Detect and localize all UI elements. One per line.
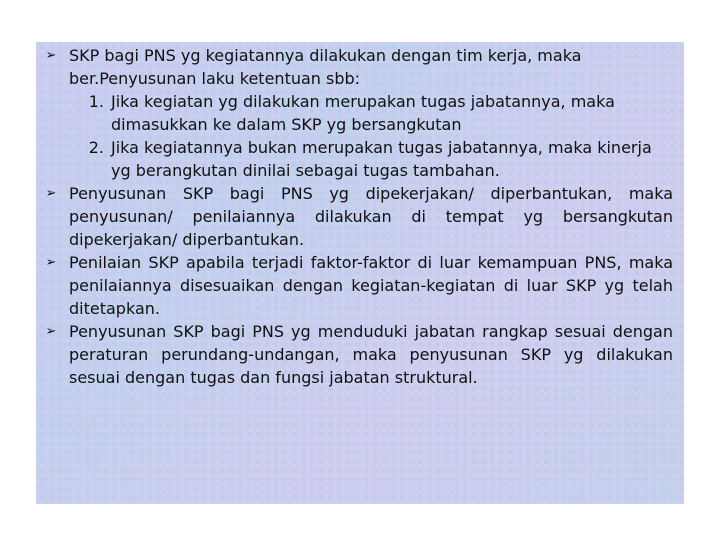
list-item <box>36 251 684 320</box>
list-item <box>36 320 684 389</box>
list-item-text: Penyusunan SKP bagi PNS yg menduduki jabatan rangkap sesuai dengan peraturan perundang-undangan, maka penyusunan SKP yg dilakukan sesuai dengan tugas dan fungsi jabatan struktural. <box>69 322 673 387</box>
bullet-list <box>36 44 684 389</box>
list-item <box>36 44 684 90</box>
sub-item-text: Jika kegiatannya bukan merupakan tugas jabatannya, maka kinerja yg berangkutan dinilai sebagai tugas tambahan. <box>111 138 652 180</box>
sub-item-number: 2. <box>88 138 104 157</box>
arrow-bullet-icon: ➢ <box>45 186 57 201</box>
sub-item-text: Jika kegiatan yg dilakukan merupakan tugas jabatannya, maka dimasukkan ke dalam SKP yg bersangkutan <box>111 92 615 134</box>
list-item-text: Penilaian SKP apabila terjadi faktor-faktor di luar kemampuan PNS, maka penilaiannya disesuaikan dengan kegiatan-kegiatan di luar SKP yg telah ditetapkan. <box>69 253 673 318</box>
arrow-bullet-icon: ➢ <box>45 48 57 63</box>
list-item-text: Penyusunan SKP bagi PNS yg dipekerjakan/ diperbantukan, maka penyusunan/ penilaiannya dilakukan di tempat yg bersangkutan dipekerjakan/ diperbantukan. <box>69 184 673 249</box>
sub-list-item <box>36 90 684 136</box>
list-item-text: SKP bagi PNS yg kegiatannya dilakukan dengan tim kerja, maka ber.Penyusunan laku ketentuan sbb: <box>69 46 582 88</box>
list-item <box>36 182 684 251</box>
arrow-bullet-icon: ➢ <box>45 255 57 270</box>
sub-item-number: 1. <box>88 92 104 111</box>
sub-list-item <box>36 136 684 182</box>
arrow-bullet-icon: ➢ <box>45 324 57 339</box>
